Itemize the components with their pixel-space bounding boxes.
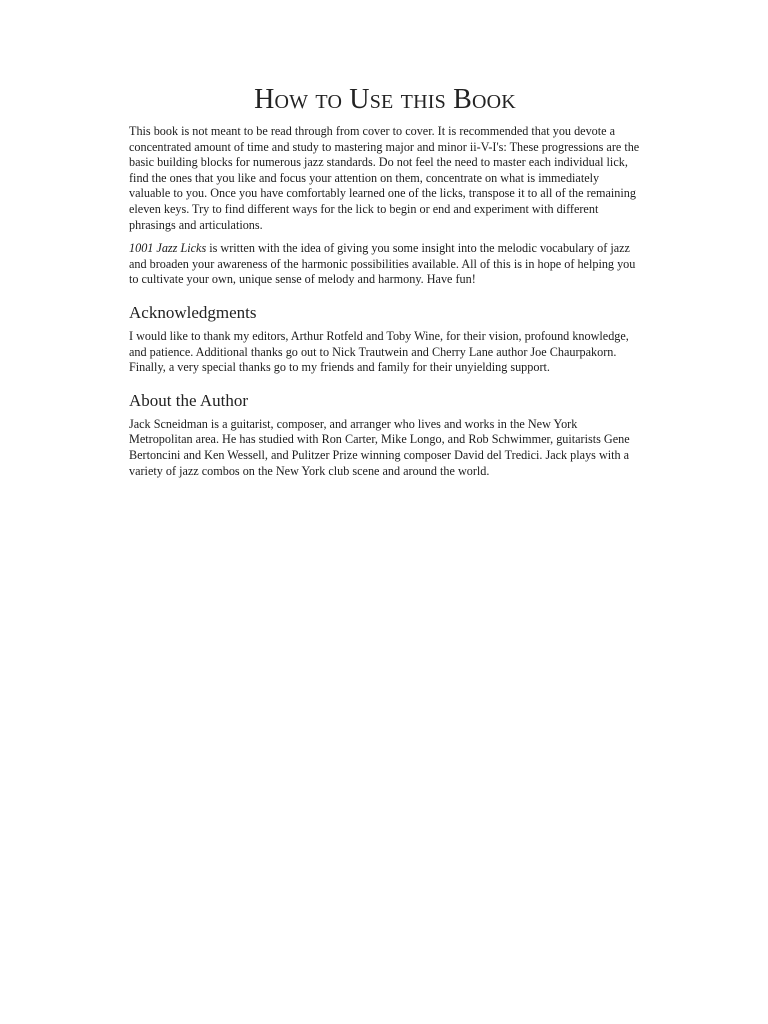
- book-title-italic: 1001 Jazz Licks: [129, 241, 207, 256]
- second-paragraph: [129, 241, 641, 288]
- acknowledgments-heading: Acknowledgments: [129, 302, 257, 322]
- about-author-heading: About the Author: [129, 390, 248, 410]
- about-author-paragraph: Jack Scneidman is a guitarist, composer, and arranger who lives and works in the New York Metropolitan area. He has studied with Ron Carter, Mike Longo, and Rob Schwimmer, guitarists Gene Bertoncini and Ken Wessell, and Pulitzer Prize winning composer David del Tredici. Jack plays with a variety of jazz combos on the New York club scene and around the world.: [129, 416, 630, 478]
- intro-paragraph: This book is not meant to be read through from cover to cover. It is recommended that you devote a concentrated amount of time and study to mastering major and minor ii-V-I's: These progressions are the basic building blocks for numerous jazz standards. Do not feel the need to master each individual lick, find the ones that you like and focus your attention on them, concentrate on what is immediately valuable to you. Once you have comfortably learned one of the licks, transpose it to all of the remaining eleven keys. Try to find different ways for the lick to begin or end and experiment with different phrasings and articulations.: [129, 124, 640, 232]
- page-content: [129, 84, 641, 487]
- page-title: How to Use this Book: [254, 84, 516, 115]
- second-paragraph-text: is written with the idea of giving you some insight into the melodic vocabulary of jazz and broaden your awareness of the harmonic possibilities available. All of this is in hope of helping you to cultivate your own, unique sense of melody and harmony. Have fun!: [129, 241, 636, 287]
- acknowledgments-paragraph: I would like to thank my editors, Arthur Rotfeld and Toby Wine, for their vision, profound knowledge, and patience. Additional thanks go out to Nick Trautwein and Cherry Lane author Joe Chaurpakorn. Finally, a very special thanks go to my friends and family for their unyielding support.: [129, 328, 629, 375]
